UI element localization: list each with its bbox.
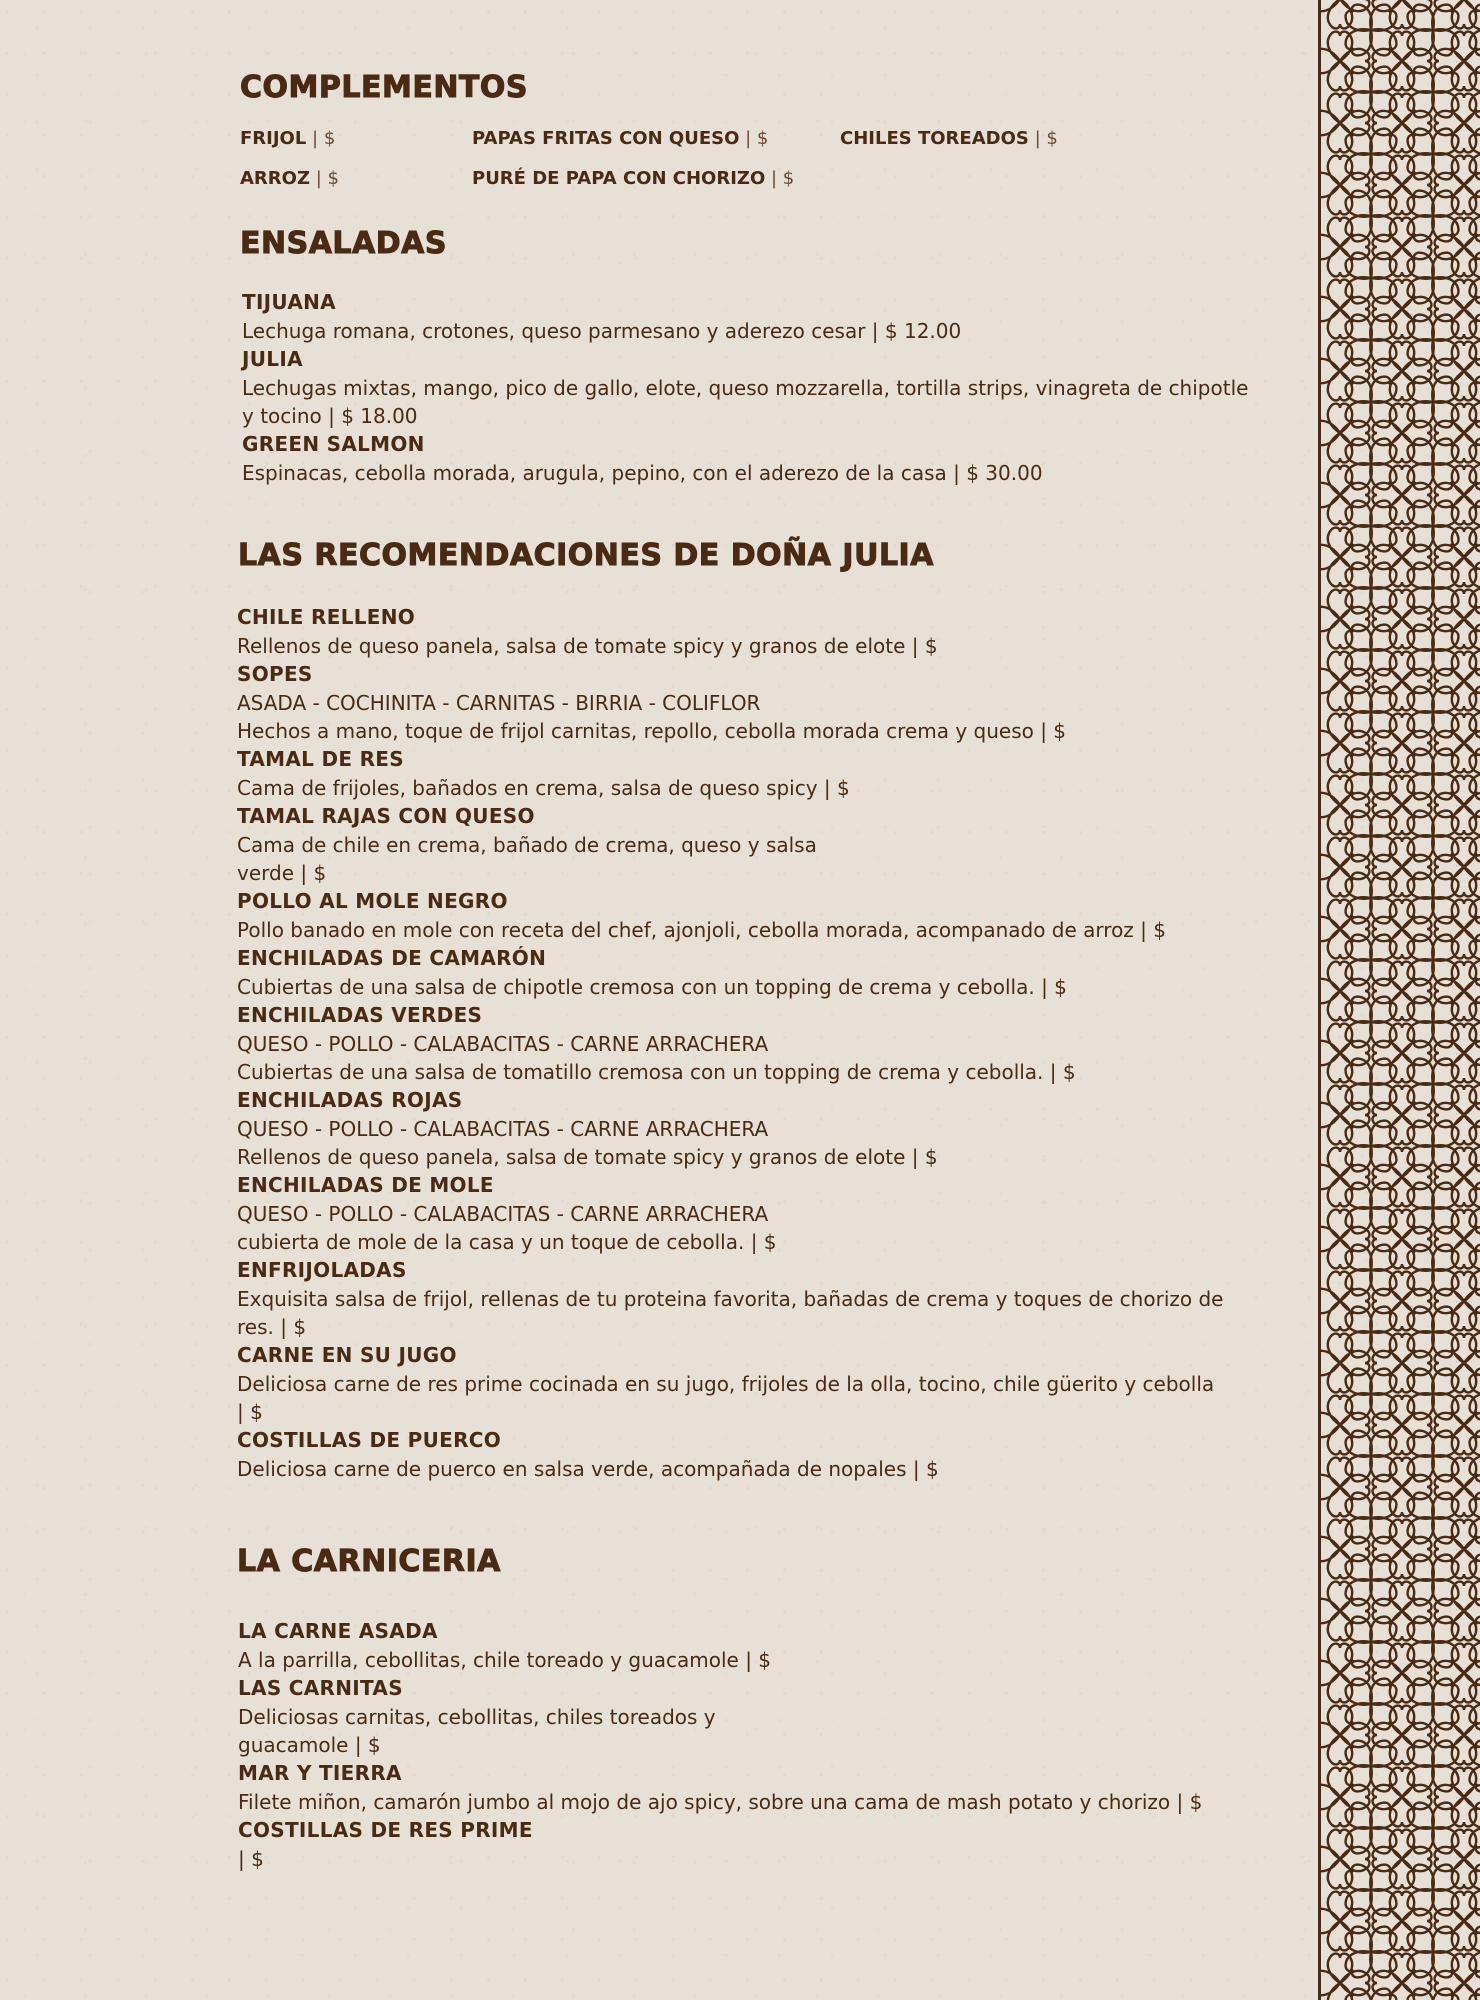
item-description: Cama de chile en crema, bañado de crema, queso y salsa — [237, 833, 817, 857]
menu-item — [237, 745, 1223, 802]
item-name: ENCHILADAS DE MOLE — [237, 1173, 494, 1197]
item-description: Exquisita salsa de frijol, rellenas de tu proteina favorita, bañadas de crema y toques de chorizo de — [237, 1287, 1224, 1311]
menu-item — [238, 1759, 1202, 1816]
menu-item — [237, 1426, 1223, 1483]
item-name: CHILES TOREADOS — [840, 128, 1029, 149]
menu-item — [237, 1086, 1223, 1171]
item-name: SOPES — [237, 662, 313, 686]
item-description: A la parrilla, cebollitas, chile toreado y guacamole | $ — [238, 1648, 772, 1672]
item-name: ENCHILADAS ROJAS — [237, 1088, 463, 1112]
item-name: TAMAL DE RES — [237, 747, 404, 771]
menu-item — [238, 1617, 1202, 1674]
complemento-frijol — [240, 128, 335, 149]
item-description: Hechos a mano, toque de frijol carnitas, repollo, cebolla morada crema y queso | $ — [237, 719, 1067, 743]
carniceria-list — [238, 1617, 1202, 1873]
item-description: Espinacas, cebolla morada, arugula, pepino, con el aderezo de la casa | $ 30.00 — [242, 461, 1043, 485]
menu-item — [237, 1001, 1223, 1086]
section-title-carniceria: LA CARNICERIA — [237, 1544, 501, 1579]
floral-pattern-svg — [1321, 0, 1480, 2000]
item-name: TAMAL RAJAS CON QUESO — [237, 804, 535, 828]
item-description: Lechuga romana, crotones, queso parmesano y aderezo cesar | $ 12.00 — [242, 319, 962, 343]
item-description: guacamole | $ — [238, 1733, 381, 1757]
item-description: QUESO - POLLO - CALABACITAS - CARNE ARRACHERA — [237, 1202, 769, 1226]
item-description: | $ — [238, 1847, 264, 1871]
item-price: | $ — [310, 168, 339, 189]
item-price: | $ — [306, 128, 336, 149]
item-description: Deliciosa carne de res prime cocinada en su jugo, frijoles de la olla, tocino, chile güerito y cebolla — [237, 1372, 1215, 1396]
item-description: Deliciosas carnitas, cebollitas, chiles toreados y — [238, 1705, 716, 1729]
item-description: QUESO - POLLO - CALABACITAS - CARNE ARRACHERA — [237, 1032, 769, 1056]
recomendaciones-list — [237, 603, 1223, 1483]
item-name: ENCHILADAS VERDES — [237, 1003, 483, 1027]
item-description: Rellenos de queso panela, salsa de tomate spicy y granos de elote | $ — [237, 634, 938, 658]
item-name: MAR Y TIERRA — [238, 1761, 402, 1785]
item-name: CARNE EN SU JUGO — [237, 1343, 457, 1367]
item-name: COSTILLAS DE RES PRIME — [238, 1818, 533, 1842]
item-description: Deliciosa carne de puerco en salsa verde, acompañada de nopales | $ — [237, 1457, 939, 1481]
item-description: QUESO - POLLO - CALABACITAS - CARNE ARRACHERA — [237, 1117, 769, 1141]
item-description: Pollo banado en mole con receta del chef, ajonjoli, cebolla morada, acompanado de arroz | $ — [237, 918, 1166, 942]
menu-item — [238, 1816, 1202, 1873]
menu-item — [237, 603, 1223, 660]
menu-item — [238, 1674, 1202, 1759]
menu-item — [237, 1256, 1223, 1341]
item-description: Lechugas mixtas, mango, pico de gallo, elote, queso mozzarella, tortilla strips, vinagreta de chipotle — [242, 376, 1249, 400]
item-name: CHILE RELLENO — [237, 605, 416, 629]
item-description: res. | $ — [237, 1315, 307, 1339]
item-description: | $ — [237, 1400, 263, 1424]
menu-item — [237, 1171, 1223, 1256]
item-description: Cubiertas de una salsa de tomatillo cremosa con un topping de crema y cebolla. | $ — [237, 1060, 1076, 1084]
item-name: PURÉ DE PAPA CON CHORIZO — [472, 168, 766, 189]
item-name: ENFRIJOLADAS — [237, 1258, 407, 1282]
complemento-papas-fritas — [472, 128, 768, 149]
item-name: FRIJOL — [240, 128, 307, 149]
item-description: y tocino | $ 18.00 — [242, 404, 418, 428]
item-description: Cubiertas de una salsa de chipotle cremosa con un topping de crema y cebolla. | $ — [237, 975, 1067, 999]
menu-item — [242, 288, 1248, 345]
item-name: POLLO AL MOLE NEGRO — [237, 889, 508, 913]
menu-item — [237, 802, 1223, 887]
complemento-chiles-toreados — [840, 128, 1058, 149]
item-name: COSTILLAS DE PUERCO — [237, 1428, 502, 1452]
menu-item — [242, 345, 1248, 430]
item-description: Filete miñon, camarón jumbo al mojo de ajo spicy, sobre una cama de mash potato y chorizo | $ — [238, 1790, 1203, 1814]
complemento-arroz — [240, 168, 339, 189]
item-name: JULIA — [242, 347, 303, 371]
complemento-pure-de-papa — [472, 168, 794, 189]
item-price: | $ — [739, 128, 769, 149]
item-price: | $ — [765, 168, 795, 189]
item-description: Cama de frijoles, bañados en crema, salsa de queso spicy | $ — [237, 776, 850, 800]
menu-item — [237, 660, 1223, 745]
item-description: cubierta de mole de la casa y un toque de cebolla. | $ — [237, 1230, 777, 1254]
item-description: Rellenos de queso panela, salsa de tomate spicy y granos de elote | $ — [237, 1145, 938, 1169]
item-name: ARROZ — [240, 168, 311, 189]
floral-lattice-pattern — [1318, 0, 1480, 2000]
item-description: verde | $ — [237, 861, 327, 885]
section-title-ensaladas: ENSALADAS — [240, 226, 447, 261]
item-name: PAPAS FRITAS CON QUESO — [472, 128, 740, 149]
item-name: TIJUANA — [242, 290, 336, 314]
item-name: LA CARNE ASADA — [238, 1619, 438, 1643]
item-price: | $ — [1028, 128, 1058, 149]
menu-item — [242, 430, 1248, 487]
ensaladas-list — [242, 288, 1248, 487]
item-name: ENCHILADAS DE CAMARÓN — [237, 946, 547, 970]
menu-item — [237, 944, 1223, 1001]
item-description: ASADA - COCHINITA - CARNITAS - BIRRIA - COLIFLOR — [237, 691, 761, 715]
item-name: LAS CARNITAS — [238, 1676, 403, 1700]
menu-item — [237, 887, 1223, 944]
section-title-complementos: COMPLEMENTOS — [240, 70, 528, 105]
item-name: GREEN SALMON — [242, 432, 425, 456]
menu-item — [237, 1341, 1223, 1426]
section-title-recomendaciones: LAS RECOMENDACIONES DE DOÑA JULIA — [238, 538, 934, 573]
